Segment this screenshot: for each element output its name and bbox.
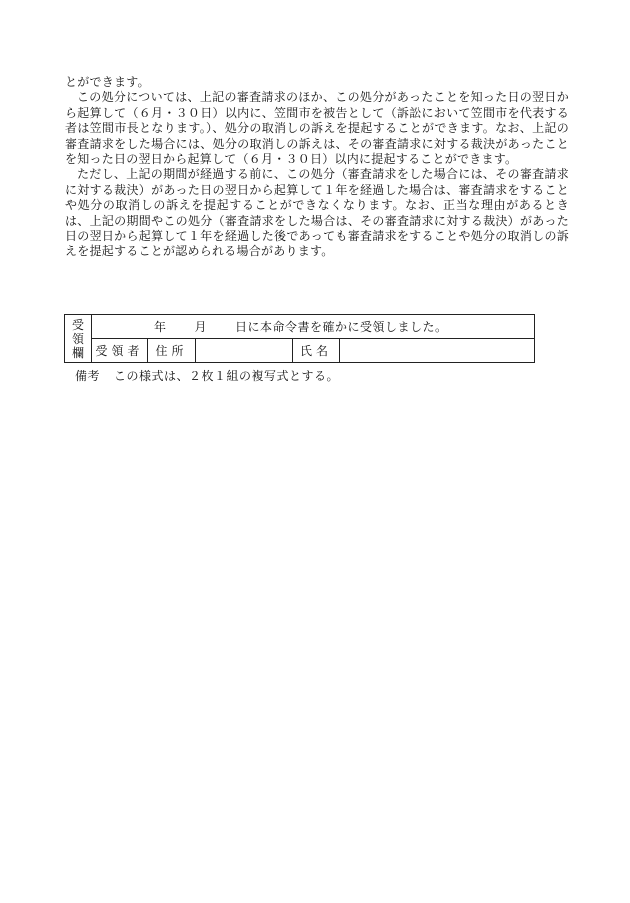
receipt-statement: 日に本命令書を確かに受領しました。 [235, 320, 448, 334]
recipient-label: 受領者 [92, 339, 148, 363]
remark-label: 備考 [75, 369, 101, 383]
notice-text [65, 75, 569, 260]
year-label: 年 [154, 320, 167, 334]
address-label: 住所 [148, 339, 196, 363]
paragraph-time-limit: ただし、上記の期間が経過する前に、この処分（審査請求をした場合には、その審査請求に対する裁決）があった日の翌日から起算して１年を経過した場合は、審査請求をすることや処分の取消しの訴えを提起することができなくなります。なお、正当な理由があるときは、上記の期間やこの処分（審査請求をした場合は、その審査請求に対する裁決）があった日の翌日から起算して１年を経過した後であっても審査請求をすることや処分の取消しの訴えを提起することが認められる場合があります。 [65, 167, 569, 259]
address-field[interactable] [196, 339, 293, 363]
side-label-char: 受 [71, 317, 84, 332]
receipt-table [64, 314, 535, 363]
remark-note [75, 367, 339, 384]
side-label-char: 領 [71, 331, 84, 346]
name-label: 氏名 [293, 339, 340, 363]
side-label-char: 欄 [71, 345, 84, 360]
name-field[interactable] [340, 339, 535, 363]
remark-text: この様式は、２枚１組の複写式とする。 [114, 369, 340, 383]
paragraph-continuation: とができます。 [65, 75, 150, 89]
receipt-date-line [92, 315, 535, 339]
paragraph-lawsuit: この処分については、上記の審査請求のほか、この処分があったことを知った日の翌日から起算して（６月・３０日）以内に、笠間市を被告として（訴訟において笠間市を代表する者は笠間市長となります。）、処分の取消しの訴えを提起することができます。なお、上記の審査請求をした場合には、処分の取消しの訴えは、その審査請求に対する裁決があったことを知った日の翌日から起算して（６月・３０日）以内に提起することができます。 [65, 90, 569, 167]
receipt-side-label [65, 315, 92, 363]
month-label: 月 [194, 320, 208, 334]
